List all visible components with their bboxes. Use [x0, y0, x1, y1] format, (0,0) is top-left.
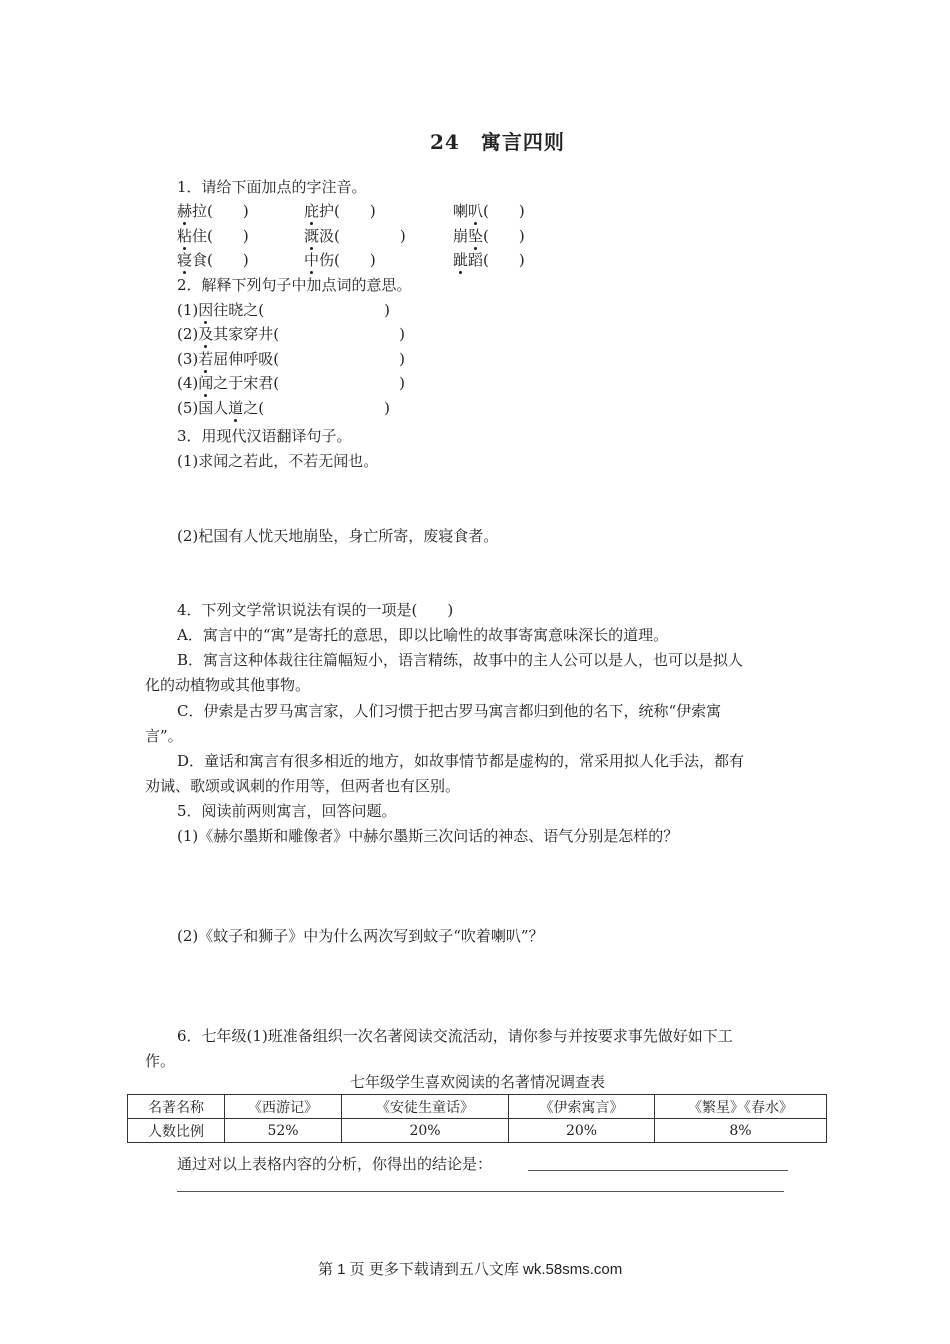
text: 护( ) [319, 202, 376, 220]
q5-sub-2: (2)《蚊子和狮子》中为什么两次写到蚊子“吹着喇叭”？ [177, 927, 544, 945]
table-cell: 8% [655, 1119, 827, 1143]
q5-sub-1: (1)《赫尔墨斯和雕像者》中赫尔墨斯三次问话的神态、语气分别是怎样的？ [177, 827, 679, 845]
q2-item [177, 399, 390, 417]
emphasis-char: 道 [228, 399, 244, 417]
text: 崩 [453, 227, 469, 245]
table-row [128, 1119, 827, 1143]
q1-item [304, 202, 376, 220]
q6-stem-line2: 作。 [145, 1052, 176, 1070]
table-cell: 《西游记》 [225, 1095, 342, 1119]
text: (1) [177, 301, 199, 319]
table-cell: 52% [225, 1119, 342, 1143]
q4-option-a: A．寓言中的“寓”是寄托的意思，即以比喻性的故事寄寓意味深长的道理。 [177, 626, 669, 644]
text: 蹈( ) [468, 251, 525, 269]
q1-item [177, 251, 249, 269]
q1-item [304, 227, 406, 245]
text: 汲( ) [319, 227, 406, 245]
text: 喇 [453, 202, 469, 220]
table-cell: 《繁星》《春水》 [655, 1095, 827, 1119]
page-title: 24 寓言四则 [430, 130, 565, 154]
emphasis-char: 庇 [304, 202, 320, 220]
emphasis-char: 赫 [177, 202, 193, 220]
emphasis-char: 坠 [468, 227, 484, 245]
q1-item [177, 202, 249, 220]
table-row [128, 1095, 827, 1119]
table-cell: 20% [509, 1119, 655, 1143]
q4-option-d-line1: D．童话和寓言有很多相近的地方，如故事情节都是虚构的，常采用拟人化手法，都有 [177, 752, 745, 770]
text: 食( ) [192, 251, 249, 269]
q5-stem: 5．阅读前两则寓言，回答问题。 [177, 802, 397, 820]
q4-option-b-line1: B．寓言这种体裁往往篇幅短小，语言精练，故事中的主人公可以是人，也可以是拟人 [177, 651, 744, 669]
q3-sentence-1: (1)求闻之若此，不若无闻也。 [177, 452, 379, 470]
page-footer: 第 1 页 更多下载请到五八文库 wk.58sms.com [318, 1261, 623, 1278]
text: (3) [177, 350, 199, 368]
text: ( ) [483, 227, 525, 245]
q4-option-c-line2: 言”。 [145, 727, 183, 745]
answer-line[interactable] [177, 1191, 784, 1192]
q2-item [177, 301, 390, 319]
q1-stem: 1．请给下面加点的字注音。 [177, 178, 367, 196]
emphasis-char: 若 [198, 350, 214, 368]
emphasis-char: 闻 [198, 374, 214, 392]
q1-item [177, 227, 249, 245]
emphasis-char: 溉 [304, 227, 320, 245]
emphasis-char: 跐 [453, 251, 469, 269]
emphasis-char: 中 [304, 251, 320, 269]
survey-table [127, 1094, 827, 1143]
q4-option-b-line2: 化的动植物或其他事物。 [145, 676, 311, 694]
q6-stem-line1: 6．七年级(1)班准备组织一次名著阅读交流活动，请你参与并按要求事先做好如下工 [177, 1027, 733, 1045]
table-header-label: 名著名称 [128, 1095, 225, 1119]
text: ( ) [483, 202, 525, 220]
text: 往晓之( ) [213, 301, 390, 319]
q1-item [304, 251, 376, 269]
text: 伤( ) [319, 251, 376, 269]
q2-item [177, 350, 405, 368]
q4-option-d-line2: 劝诫、歌颂或讽刺的作用等，但两者也有区别。 [145, 777, 461, 795]
text: (4) [177, 374, 199, 392]
q4-stem: 4．下列文学常识说法有误的一项是( ) [177, 601, 454, 619]
text: (2) [177, 325, 199, 343]
emphasis-char: 叭 [468, 202, 484, 220]
text: 屈伸呼吸( ) [213, 350, 405, 368]
text: 其家穿井( ) [213, 325, 405, 343]
conclusion-prompt: 通过对以上表格内容的分析，你得出的结论是： [177, 1155, 493, 1173]
q3-stem: 3．用现代汉语翻译句子。 [177, 427, 352, 445]
table-cell: 《安徒生童话》 [342, 1095, 509, 1119]
text: (5)国人 [177, 399, 229, 417]
table-cell: 《伊索寓言》 [509, 1095, 655, 1119]
q1-item [453, 202, 525, 220]
emphasis-char: 因 [198, 301, 214, 319]
q2-item [177, 374, 405, 392]
table-cell: 20% [342, 1119, 509, 1143]
emphasis-char: 寝 [177, 251, 193, 269]
q1-item [453, 251, 525, 269]
q2-item [177, 325, 405, 343]
emphasis-char: 粘 [177, 227, 193, 245]
text: 住( ) [192, 227, 249, 245]
text: 拉( ) [192, 202, 249, 220]
q2-stem: 2．解释下列句子中加点词的意思。 [177, 276, 412, 294]
emphasis-char: 及 [198, 325, 214, 343]
table-title: 七年级学生喜欢阅读的名著情况调查表 [350, 1073, 606, 1091]
q4-option-c-line1: C．伊索是古罗马寓言家，人们习惯于把古罗马寓言都归到他的名下，统称“伊索寓 [177, 702, 722, 720]
text: 之( ) [243, 399, 390, 417]
text: 之于宋君( ) [213, 374, 405, 392]
answer-line[interactable] [528, 1170, 788, 1171]
q1-item [453, 227, 525, 245]
q3-sentence-2: (2)杞国有人忧天地崩坠，身亡所寄，废寝食者。 [177, 527, 499, 545]
table-row-label: 人数比例 [128, 1119, 225, 1143]
